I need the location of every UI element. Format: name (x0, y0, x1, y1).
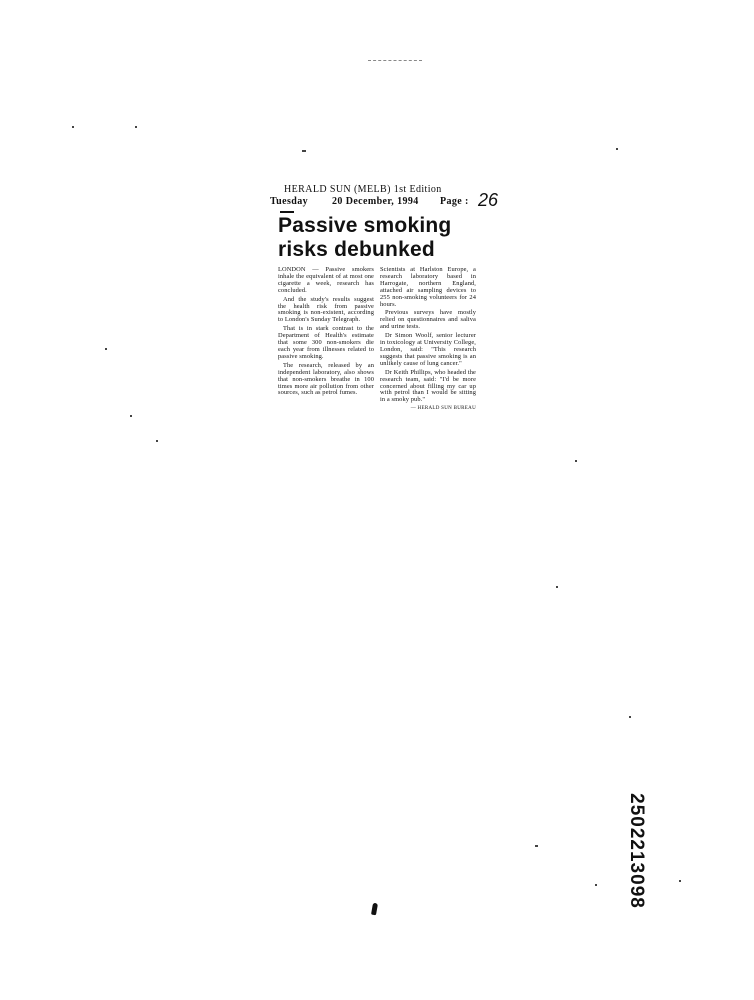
scan-mark (368, 60, 422, 62)
scan-speck (135, 126, 137, 128)
article-paragraph: That is in stark contrast to the Department of Health's estimate that some 300 non-smokers die each year from illnesses related to passive smoking. (278, 325, 374, 360)
headline: Passive smoking risks debunked (278, 214, 452, 261)
scan-speck (72, 126, 74, 128)
dateline (270, 196, 469, 207)
scan-speck (156, 440, 158, 442)
scan-speck (575, 460, 577, 462)
article-paragraph: Dr Simon Woolf, senior lecturer in toxicology at University College, London, said: "This research suggests that passive smoking is an unlikely cause of lung cancer." (380, 332, 476, 367)
page-label: Page : (440, 196, 469, 207)
article-paragraph: Previous surveys have mostly relied on questionnaires and saliva and urine tests. (380, 309, 476, 331)
ink-blot (371, 903, 378, 916)
article-paragraph: Dr Keith Phillips, who headed the research team, said: "I'd be more concerned about filling my car up with petrol than I would be sitting in a smoky pub." (380, 368, 476, 404)
scan-speck (595, 884, 597, 886)
article-paragraph: LONDON — Passive smokers inhale the equivalent of at most one cigarette a week, research has concluded. (278, 266, 374, 294)
article-column-left (278, 267, 374, 399)
article-paragraph: And the study's results suggest the health risk from passive smoking is non-existent, according to London's Sunday Telegraph. (278, 295, 374, 324)
scan-speck (130, 415, 132, 417)
newspaper-clipping (270, 184, 499, 460)
publication-date: 20 December, 1994 (332, 196, 419, 207)
scan-speck (302, 150, 306, 152)
headline-rule (280, 211, 294, 213)
page-number: 26 (478, 190, 499, 210)
article-paragraph: The research, released by an independent laboratory, also shows that non-smokers breathe in 100 times more air pollution from other sources, such as petrol fumes. (278, 361, 374, 397)
scan-speck (616, 148, 618, 150)
scan-speck (679, 880, 681, 882)
byline: — HERALD SUN BUREAU (410, 406, 476, 412)
article-paragraph: Scientists at Harlston Europe, a research laboratory based in Harrogate, northern England, attached air sampling devices to 255 non-smoking volunteers for 24 hours. (380, 266, 476, 308)
scan-speck (535, 845, 538, 847)
article-column-right (380, 267, 476, 413)
scan-speck (556, 586, 558, 588)
publication-day: Tuesday (270, 196, 309, 207)
document-code: 2502213098 (626, 793, 647, 909)
scan-speck (629, 716, 631, 718)
masthead: HERALD SUN (MELB) 1st Edition (284, 184, 442, 195)
scan-speck (105, 348, 107, 350)
